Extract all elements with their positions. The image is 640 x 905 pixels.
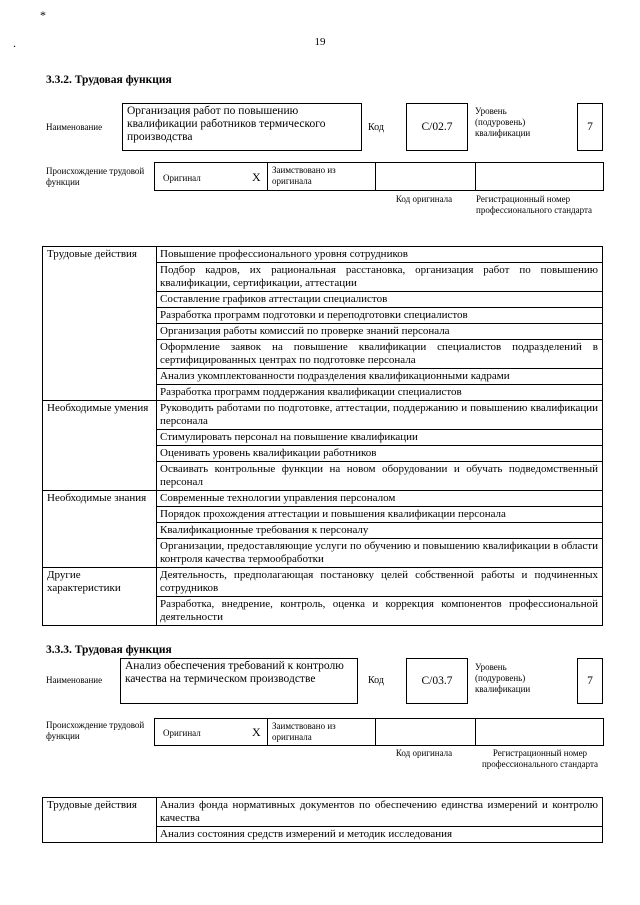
requirement-item: Оформление заявок на повышение квалификации специалистов подразделений в сертифицированных центрах по подготовке персонала: [157, 340, 603, 369]
table-row: [43, 401, 603, 430]
requirement-item: Разработка программ подготовки и переподготовки специалистов: [157, 308, 603, 324]
function-name-333: Анализ обеспечения требований к контролю качества на термическом производстве: [120, 658, 358, 704]
table-row: [43, 568, 603, 597]
requirement-item: Осваивать контрольные функции на новом оборудовании и обучать подведомственный персонал: [157, 462, 603, 491]
row-group-heading: Трудовые действия: [43, 247, 157, 401]
level-value-333: 7: [577, 658, 603, 704]
row-group-heading: Необходимые знания: [43, 491, 157, 568]
name-label-332: Наименование: [46, 122, 103, 132]
requirement-item: Стимулировать персонал на повышение квалификации: [157, 430, 603, 446]
section-heading-333: 3.3.3. Трудовая функция: [46, 644, 172, 656]
requirement-item: Деятельность, предполагающая постановку целей собственной работы и подчиненных сотрудников: [157, 568, 603, 597]
requirements-table-332: [42, 246, 603, 626]
requirement-item: Квалификационные требования к персоналу: [157, 523, 603, 539]
origin-code-caption-333: Код оригинала: [395, 748, 453, 758]
requirement-item: Оценивать уровень квалификации работников: [157, 446, 603, 462]
requirement-item: Порядок прохождения аттестации и повышения квалификации персонала: [157, 507, 603, 523]
code-label-333: Код: [368, 675, 384, 686]
origin-label-332: Происхождение трудовой функции: [46, 166, 145, 187]
requirement-item: Анализ фонда нормативных документов по обеспечению единства измерений и контролю качества: [157, 798, 603, 827]
code-label-332: Код: [368, 122, 384, 133]
divider: [267, 163, 268, 190]
divider: [267, 719, 268, 745]
table-row: [43, 798, 603, 827]
origin-row-332: [154, 162, 604, 191]
row-group-heading: Трудовые действия: [43, 798, 157, 843]
requirement-item: Современные технологии управления персоналом: [157, 491, 603, 507]
requirement-item: Составление графиков аттестации специалистов: [157, 292, 603, 308]
reg-number-caption-332: Регистрационный номер профессионального стандарта: [476, 194, 593, 215]
requirements-table-333: [42, 797, 603, 843]
level-value-332: 7: [577, 103, 603, 151]
row-group-heading: Другие характеристики: [43, 568, 157, 626]
corner-mark-asterisk: *: [40, 8, 46, 22]
requirement-item: Руководить работами по подготовке, аттестации, поддержанию и повышению квалификации персонала: [157, 401, 603, 430]
original-mark-333: X: [252, 725, 261, 739]
origin-code-caption-332: Код оригинала: [395, 194, 453, 204]
reg-number-caption-333: Регистрационный номер профессионального стандарта: [481, 748, 599, 769]
requirement-item: Разработка, внедрение, контроль, оценка и коррекция компонентов профессиональной деятельности: [157, 597, 603, 626]
origin-label-333: Происхождение трудовой функции: [46, 720, 145, 741]
table-row: [43, 491, 603, 507]
original-mark-332: X: [252, 170, 261, 184]
level-label-332: Уровень (подуровень) квалификации: [475, 106, 531, 138]
requirement-item: Повышение профессионального уровня сотрудников: [157, 247, 603, 263]
original-label-332: Оригинал: [163, 173, 201, 183]
page-number: 19: [314, 36, 326, 48]
requirement-item: Подбор кадров, их рациональная расстановка, организация работ по повышению квалификации, сертификации, аттестации: [157, 263, 603, 292]
corner-mark-dot: .: [13, 36, 16, 50]
requirement-item: Организации, предоставляющие услуги по обучению и повышению квалификации в области контроля качества термообработки: [157, 539, 603, 568]
function-name-332: Организация работ по повышению квалификации работников термического производства: [122, 103, 362, 151]
row-group-heading: Необходимые умения: [43, 401, 157, 491]
section-heading-332: 3.3.2. Трудовая функция: [46, 74, 172, 86]
origin-row-333: [154, 718, 604, 746]
requirement-item: Разработка программ поддержания квалификации специалистов: [157, 385, 603, 401]
borrowed-label-333: Заимствовано из оригинала: [272, 721, 336, 742]
name-label-333: Наименование: [46, 675, 103, 685]
divider: [375, 719, 376, 745]
code-value-332: C/02.7: [406, 103, 468, 151]
borrowed-label-332: Заимствовано из оригинала: [272, 165, 336, 186]
level-label-333: Уровень (подуровень) квалификации: [475, 662, 531, 694]
table-row: [43, 247, 603, 263]
divider: [375, 163, 376, 190]
code-value-333: C/03.7: [406, 658, 468, 704]
requirement-item: Анализ укомплектованности подразделения квалификационными кадрами: [157, 369, 603, 385]
requirement-item: Анализ состояния средств измерений и методик исследования: [157, 827, 603, 843]
requirement-item: Организация работы комиссий по проверке знаний персонала: [157, 324, 603, 340]
divider: [475, 719, 476, 745]
divider: [475, 163, 476, 190]
original-label-333: Оригинал: [163, 728, 201, 738]
